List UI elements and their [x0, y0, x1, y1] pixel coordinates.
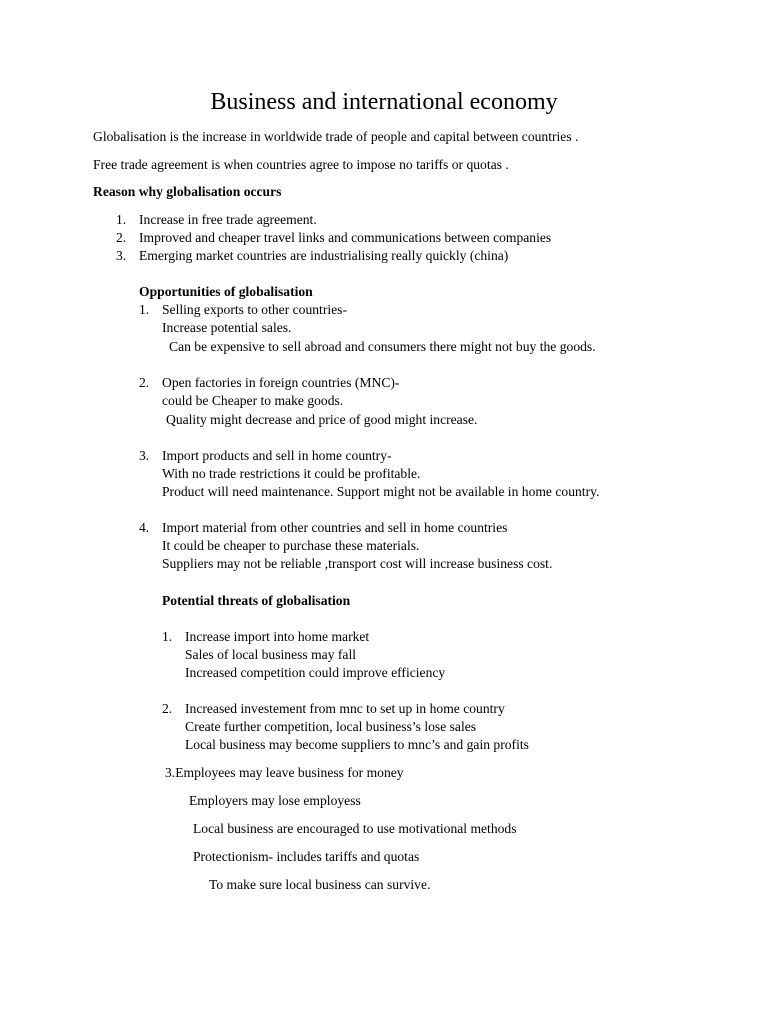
opportunity-line: Import products and sell in home country-: [162, 448, 392, 463]
threat-line: Increase import into home market: [185, 629, 370, 644]
threat-line: Increased competition could improve efficiency: [185, 665, 446, 680]
threat-extra-line: Local business are encouraged to use motivational methods: [193, 821, 517, 836]
opportunity-number: 2.: [139, 375, 150, 390]
page-title: Business and international economy: [210, 89, 558, 115]
opportunity-number: 4.: [139, 520, 150, 535]
reason-item: Improved and cheaper travel links and communications between companies: [139, 230, 552, 245]
opportunity-line: Suppliers may not be reliable ,transport cost will increase business cost.: [162, 556, 553, 571]
opportunity-line: Selling exports to other countries-: [162, 302, 347, 317]
threat-line: Sales of local business may fall: [185, 647, 357, 662]
opportunity-line: It could be cheaper to purchase these materials.: [162, 538, 420, 553]
reason-number: 2.: [116, 230, 127, 245]
opportunity-line: Open factories in foreign countries (MNC)-: [162, 375, 400, 390]
threat-number: 2.: [162, 701, 173, 716]
threat-extra-line: Protectionism- includes tariffs and quotas: [193, 849, 420, 864]
definition-globalisation: Globalisation is the increase in worldwide trade of people and capital between countries .: [93, 129, 579, 144]
opportunity-line: Quality might decrease and price of good might increase.: [166, 412, 478, 427]
opportunity-line: Increase potential sales.: [162, 320, 292, 335]
threat-number: 1.: [162, 629, 173, 644]
reason-number: 1.: [116, 212, 127, 227]
threat-extra-line: 3.Employees may leave business for money: [165, 765, 404, 780]
threats-heading: Potential threats of globalisation: [162, 593, 351, 608]
threat-line: Increased investement from mnc to set up in home country: [185, 701, 505, 716]
threat-line: Local business may become suppliers to mnc’s and gain profits: [185, 737, 529, 752]
opportunity-line: Product will need maintenance. Support might not be available in home country.: [162, 484, 600, 499]
threat-line: Create further competition, local business’s lose sales: [185, 719, 477, 734]
reason-item: Increase in free trade agreement.: [139, 212, 317, 227]
opportunity-line: Can be expensive to sell abroad and consumers there might not buy the goods.: [169, 339, 596, 354]
reasons-heading: Reason why globalisation occurs: [93, 184, 282, 199]
opportunity-line: Import material from other countries and sell in home countries: [162, 520, 508, 535]
opportunity-line: could be Cheaper to make goods.: [162, 393, 344, 408]
opportunities-heading: Opportunities of globalisation: [139, 284, 313, 299]
opportunity-number: 1.: [139, 302, 150, 317]
opportunity-line: With no trade restrictions it could be profitable.: [162, 466, 421, 481]
definition-free-trade: Free trade agreement is when countries agree to impose no tariffs or quotas .: [93, 157, 509, 172]
reason-number: 3.: [116, 248, 127, 263]
opportunity-number: 3.: [139, 448, 150, 463]
reason-item: Emerging market countries are industrialising really quickly (china): [139, 248, 509, 263]
threat-extra-line: Employers may lose employess: [189, 793, 361, 808]
threat-extra-line: To make sure local business can survive.: [209, 877, 431, 892]
